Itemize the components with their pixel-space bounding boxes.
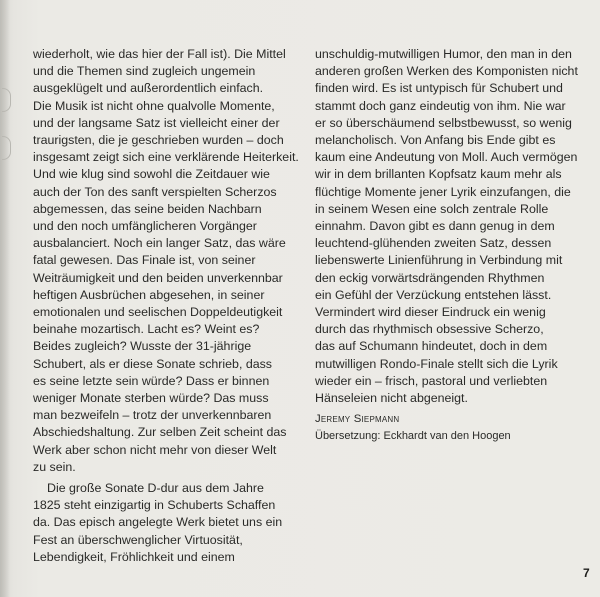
- translation-credit: Übersetzung: Eckhardt van den Hoogen: [315, 430, 511, 443]
- text-line: flüchtige Momente jener Lyrik einzufangen, die: [315, 184, 571, 199]
- text-line: Vermindert wird dieser Eindruck ein wenig: [315, 305, 546, 320]
- text-line: und den noch umfänglicheren Vorgänger: [33, 219, 257, 234]
- text-line: Hänseleien nicht abgeneigt.: [315, 391, 468, 406]
- text-line: weniger Monate sterben würde? Das muss: [33, 391, 269, 406]
- text-line: durch das rhythmisch obsessive Scherzo,: [315, 322, 544, 337]
- text-line: in seinem Wesen eine solch zentrale Rolle: [315, 201, 549, 216]
- text-line: unschuldig-mutwilligen Humor, den man in den: [315, 47, 572, 61]
- text-line: Schubert, als er diese Sonate schrieb, dass: [33, 356, 272, 371]
- left-column: [33, 46, 299, 566]
- text-line: melancholisch. Von Anfang bis Ende gibt es: [315, 133, 556, 148]
- text-line: er so überschäumend selbstbewusst, so wenig: [315, 115, 572, 130]
- text-line: leuchtend-glühenden zweiten Satz, dessen: [315, 236, 552, 251]
- text-line: und die Themen sind zugleich ungemein: [33, 64, 256, 79]
- text-line: wiederholt, wie das hier der Fall ist). Die Mittel: [33, 47, 286, 61]
- text-line: Fest an überschwenglicher Virtuosität,: [33, 532, 243, 547]
- text-line: Beides zugleich? Wusste der 31-jährige: [33, 339, 252, 354]
- binding-ring: [2, 136, 11, 160]
- text-line: wieder ein – frisch, pastoral und verliebten: [315, 373, 548, 388]
- text-line: liebenswerte Linienführung in Verbindung mit: [315, 253, 563, 268]
- text-line: Die große Sonate D-dur aus dem Jahre: [47, 481, 264, 496]
- text-line: 1825 steht einzigartig in Schuberts Schaffen: [33, 498, 276, 513]
- text-line: ausgeklügelt und außerordentlich einfach.: [33, 81, 264, 96]
- text-line: Weiträumigkeit und den beiden unverkennbar: [33, 270, 283, 285]
- text-line: den eckig vorwärtsdrängenden Rhythmen: [315, 270, 545, 285]
- text-line: mutwilligen Rondo-Finale stellt sich die Lyrik: [315, 356, 558, 371]
- text-line: kaum eine Andeutung von Moll. Auch vermögen: [315, 150, 578, 165]
- text-line: fatal gewesen. Das Finale ist, von seiner: [33, 253, 256, 268]
- text-line: traurigsten, die je geschrieben wurden – doch: [33, 133, 284, 148]
- right-column: [315, 46, 580, 445]
- text-line: Und wie klug sind sowohl die Zeitdauer wie: [33, 167, 270, 182]
- text-line: man bezweifeln – trotz der unverkennbaren: [33, 408, 272, 423]
- author-name: Jeremy Siepmann: [315, 413, 400, 426]
- text-line: insgesamt zeigt sich eine verklärende Heiterkeit.: [33, 150, 299, 165]
- text-line: abgemessen, das seine beiden Nachbarn: [33, 201, 262, 216]
- text-line: es seine letzte sein würde? Dass er binnen: [33, 373, 270, 388]
- text-line: da. Das episch angelegte Werk bietet uns ein: [33, 515, 283, 530]
- text-line: einnahm. Davon gibt es dann genug in dem: [315, 219, 555, 234]
- text-line: Die Musik ist nicht ohne qualvolle Momente,: [33, 98, 275, 113]
- text-line: Abschiedshaltung. Zur selben Zeit scheint das: [33, 425, 287, 440]
- text-line: zu sein.: [33, 459, 76, 474]
- text-line: heftigen Ausbrüchen abgesehen, in seiner: [33, 287, 265, 302]
- text-line: stammt doch ganz eindeutig von ihm. Nie war: [315, 98, 566, 113]
- text-line: Werk aber schon nicht mehr von dieser Welt: [33, 442, 277, 457]
- text-line: auch der Ton des sanft verspielten Scherzos: [33, 184, 277, 199]
- text-line: anderen großen Werken des Komponisten nicht: [315, 64, 578, 79]
- text-line: das auf Schumann hindeutet, doch in dem: [315, 339, 548, 354]
- text-line: und der langsame Satz ist vielleicht einer der: [33, 115, 280, 130]
- binding-ring: [2, 88, 11, 112]
- text-line: finden wird. Es ist untypisch für Schubert und: [315, 81, 563, 96]
- text-line: wir in dem brillanten Kopfsatz kaum mehr als: [315, 167, 562, 182]
- text-line: emotionalen und seelischen Doppeldeutigkeit: [33, 305, 283, 320]
- text-line: Lebendigkeit, Fröhlichkeit und einem: [33, 549, 235, 564]
- text-line: ein Gefühl der Verzückung entstehen lässt.: [315, 287, 552, 302]
- text-line: beinahe mozartisch. Lacht es? Weint es?: [33, 322, 260, 337]
- text-line: ausbalanciert. Noch ein langer Satz, das wäre: [33, 236, 286, 251]
- page-number: 7: [583, 566, 590, 580]
